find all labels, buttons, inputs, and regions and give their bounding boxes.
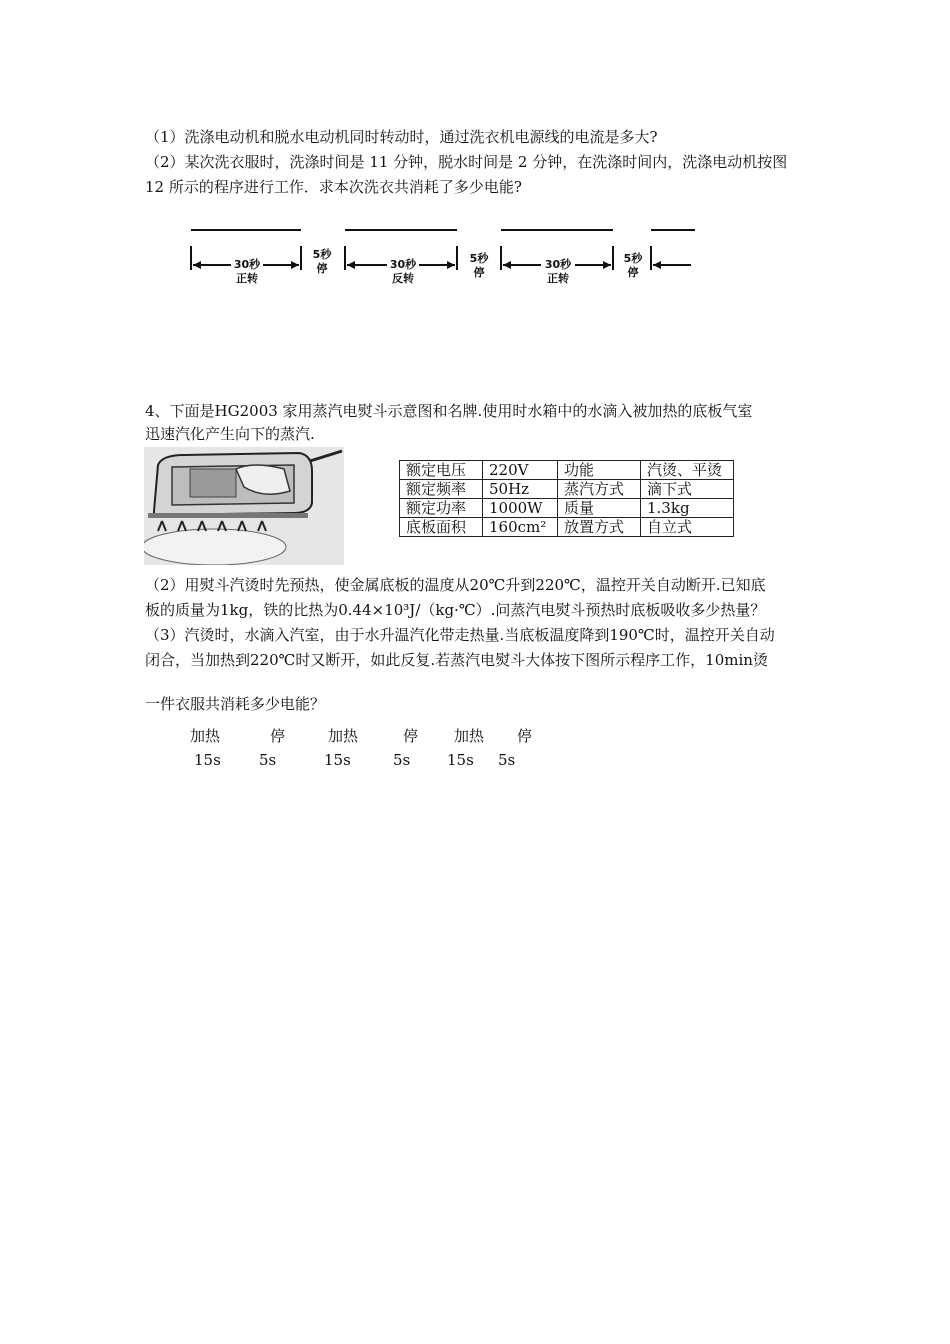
question-3-part-2-line-2: 12 所示的程序进行工作．求本次洗衣共消耗了多少电能? (145, 178, 522, 196)
sequence-label: 停 (270, 727, 286, 745)
question-3-part-1: （1）洗涤电动机和脱水电动机同时转动时，通过洗衣机电源线的电流是多大? (145, 128, 658, 146)
sequence-label: 加热 (190, 727, 221, 745)
question-4-part-3-line-2: 闭合，当加热到220℃时又断开，如此反复.若蒸汽电熨斗大体按下图所示程序工作，10min烫 (145, 651, 768, 669)
table-cell: 质量 (558, 499, 641, 518)
table-cell: 160cm² (483, 518, 558, 537)
question-4-part-3-line-1: （3）汽烫时，水滴入汽室，由于水升温汽化带走热量.当底板温度降到190℃时，温控开关自动 (145, 626, 775, 644)
question-4-part-2-line-1: （2）用熨斗汽烫时先预热，使金属底板的温度从20℃升到220℃，温控开关自动断开.已知底 (145, 576, 766, 594)
stop-1-time: 5秒 (312, 248, 332, 261)
table-cell: 功能 (558, 461, 641, 480)
table-cell: 底板面积 (400, 518, 483, 537)
sequence-time: 5s (393, 751, 411, 769)
sequence-time: 15s (194, 751, 221, 769)
stop-2-time: 5秒 (469, 252, 489, 265)
table-cell: 额定电压 (400, 461, 483, 480)
table-row (400, 518, 734, 537)
question-4-intro-line-1: 4、下面是HG2003 家用蒸汽电熨斗示意图和名牌.使用时水箱中的水滴入被加热的底板气室 (145, 402, 753, 420)
table-cell: 1.3kg (641, 499, 734, 518)
segment-3-time: 30秒 (544, 258, 572, 271)
stop-1-label: 停 (316, 262, 328, 275)
segment-3-mode: 正转 (547, 272, 569, 285)
question-4-intro-line-2: 迅速汽化产生向下的蒸汽. (145, 425, 315, 443)
segment-1-mode: 正转 (236, 272, 258, 285)
question-4-part-2-line-2: 板的质量为1kg，铁的比热为0.44×10³J/（kg·℃）.问蒸汽电熨斗预热时底板吸收多少热量？ (145, 601, 766, 619)
segment-1-time: 30秒 (233, 258, 261, 271)
table-row (400, 461, 734, 480)
table-cell: 蒸汽方式 (558, 480, 641, 499)
table-cell: 1000W (483, 499, 558, 518)
nameplate-table (399, 460, 734, 537)
stop-3-time: 5秒 (623, 252, 643, 265)
question-3-part-2-line-1: （2）某次洗衣服时，洗涤时间是 11 分钟，脱水时间是 2 分钟，在洗涤时间内，洗涤电动机按图 (145, 153, 788, 171)
stop-3-label: 停 (627, 266, 639, 279)
question-4-part-3-line-3: 一件衣服共消耗多少电能？ (145, 695, 326, 713)
segment-2-time: 30秒 (389, 258, 417, 271)
table-cell: 自立式 (641, 518, 734, 537)
table-cell: 50Hz (483, 480, 558, 499)
segment-2-mode: 反转 (392, 272, 414, 285)
steam-iron-illustration (144, 447, 344, 565)
table-cell: 220V (483, 461, 558, 480)
table-cell: 汽烫、平烫 (641, 461, 734, 480)
table-cell: 额定功率 (400, 499, 483, 518)
table-row (400, 499, 734, 518)
table-cell: 滴下式 (641, 480, 734, 499)
table-cell: 放置方式 (558, 518, 641, 537)
sequence-label: 停 (517, 727, 533, 745)
sequence-time: 15s (324, 751, 351, 769)
stop-2-label: 停 (473, 266, 485, 279)
table-cell: 额定频率 (400, 480, 483, 499)
table-row (400, 480, 734, 499)
sequence-time: 5s (498, 751, 516, 769)
wash-program-diagram (185, 218, 705, 290)
sequence-time: 15s (447, 751, 474, 769)
sequence-label: 停 (403, 727, 419, 745)
sequence-time: 5s (259, 751, 277, 769)
sequence-label: 加热 (328, 727, 359, 745)
sequence-label: 加热 (454, 727, 485, 745)
